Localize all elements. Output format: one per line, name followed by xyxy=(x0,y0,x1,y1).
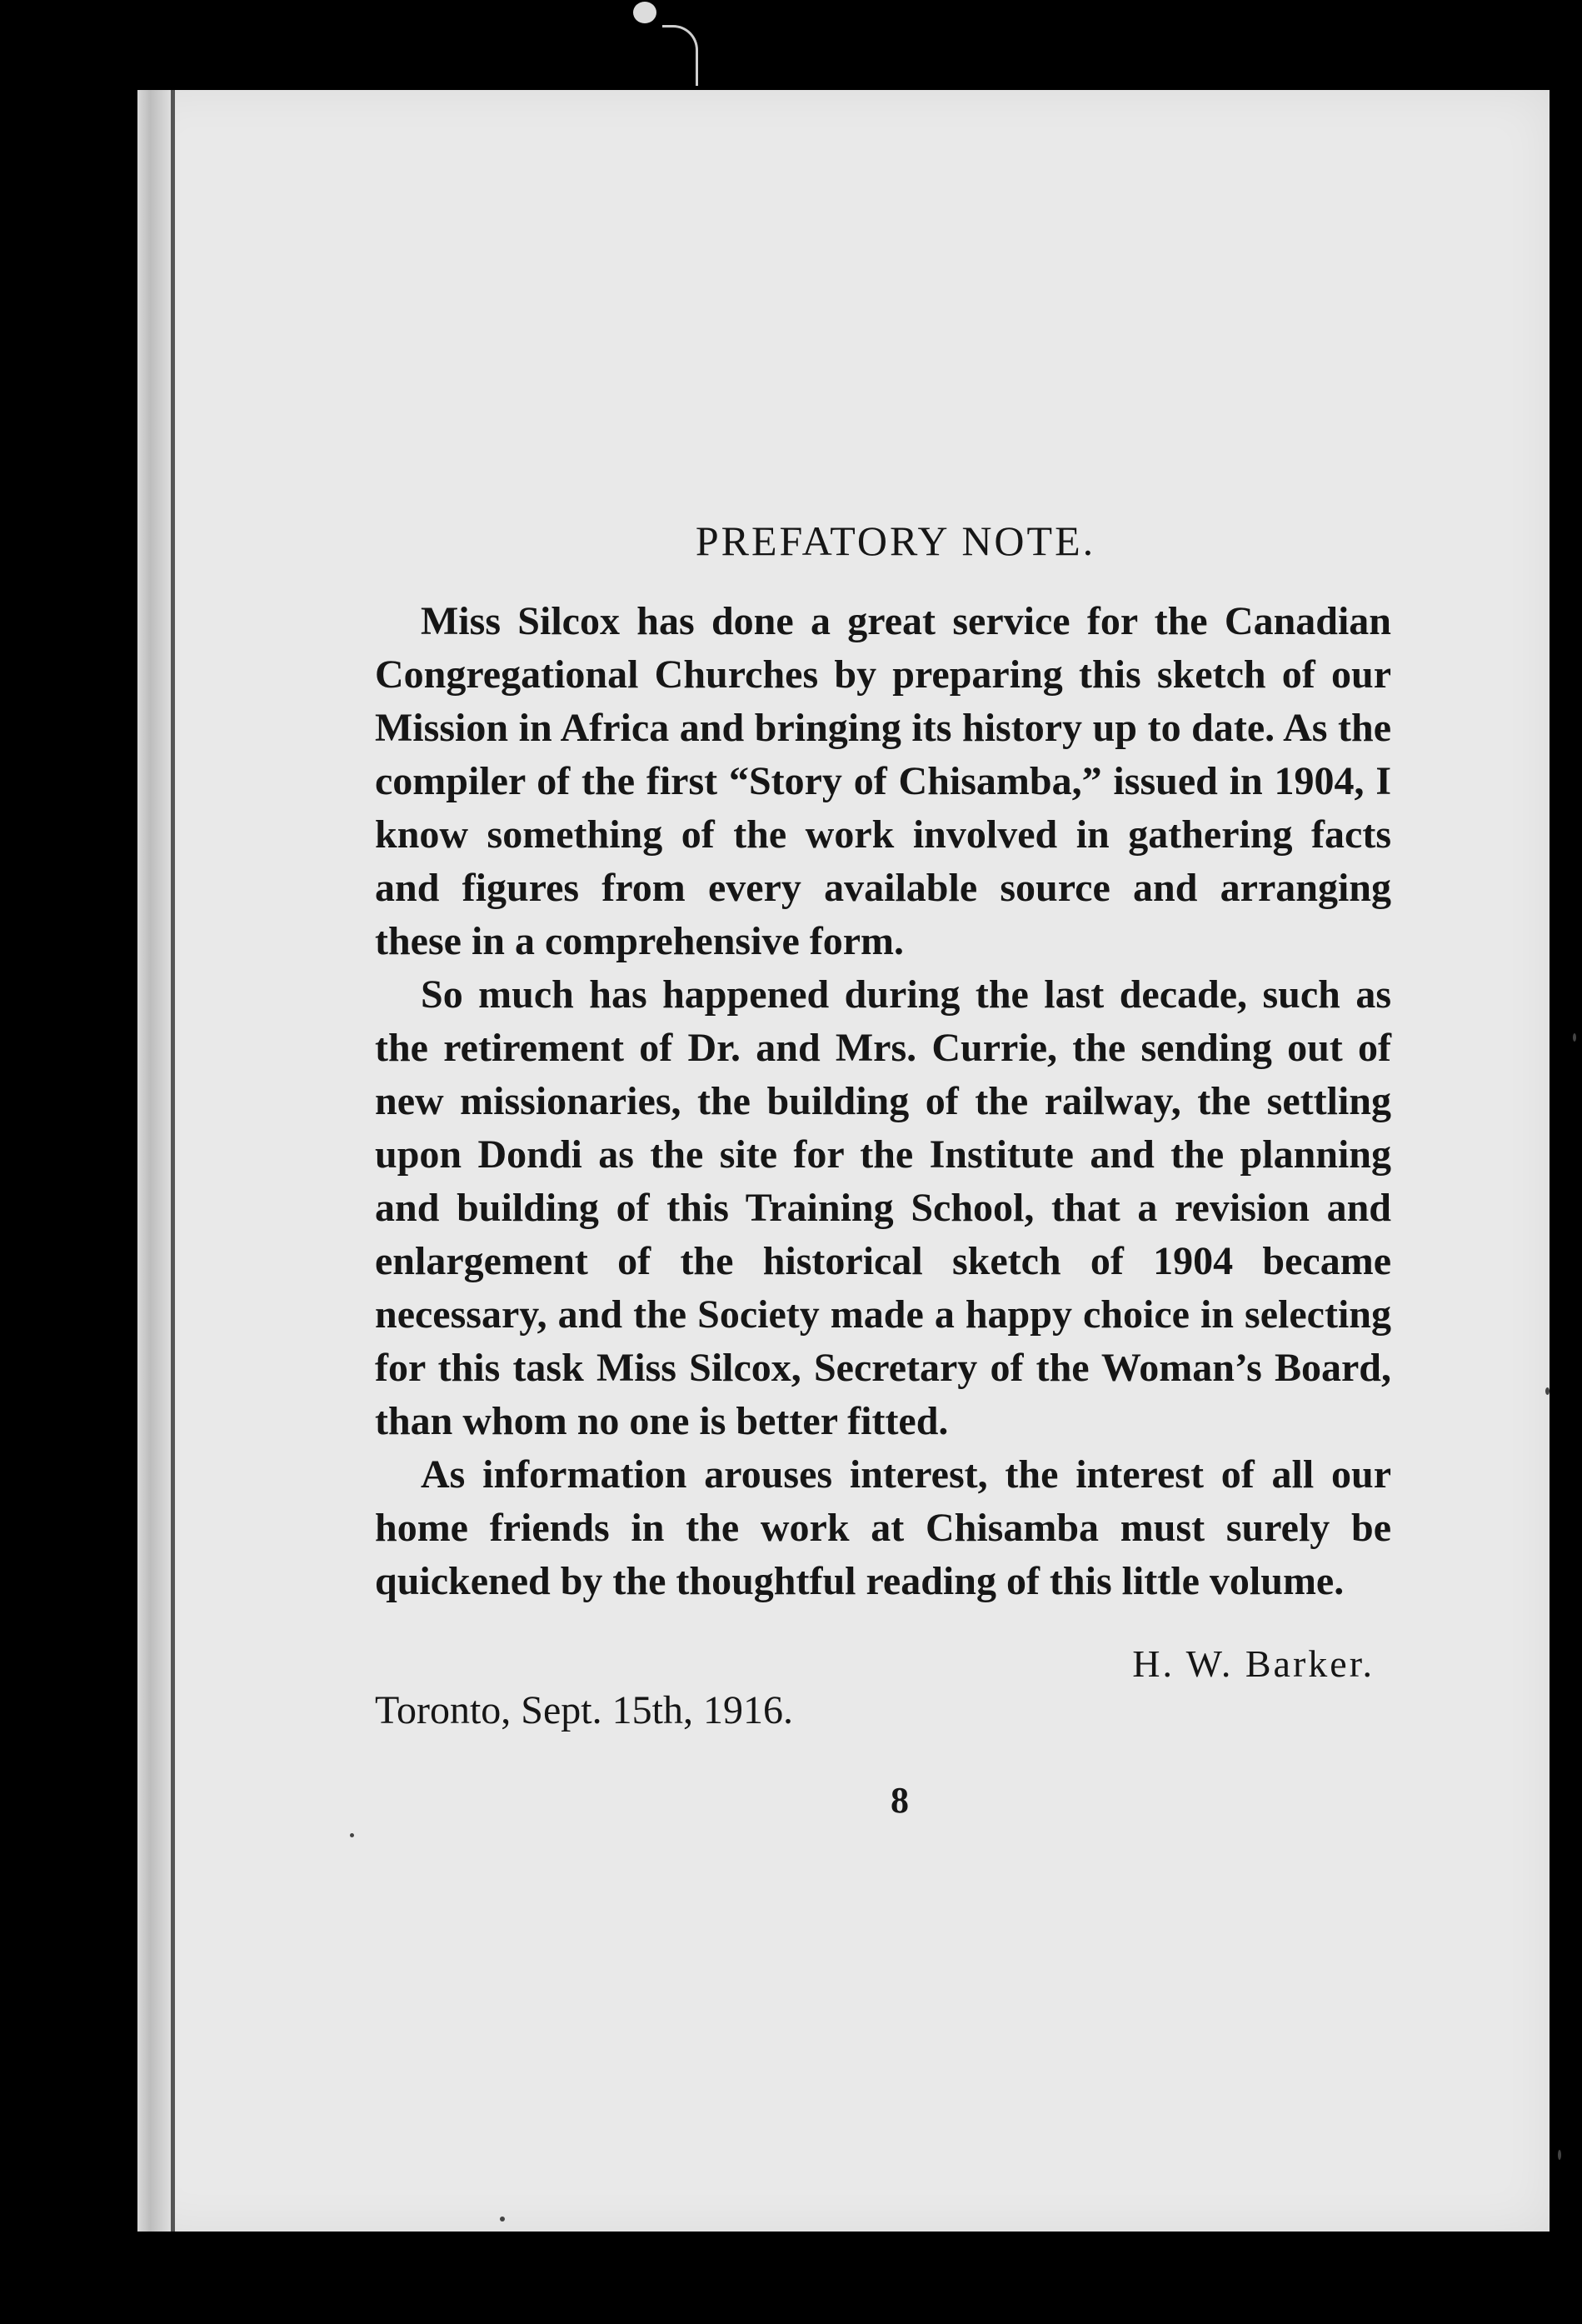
paragraph-2: So much has happened during the last decade, such as the retirement of Dr. and Mrs. Currie, the sending out of new missionaries, the building of the railway, the settling upon Dondi as the site for the Institute and the planning and building of this Training School, that a revision and enlargement of the historical sketch of 1904 became necessary, and the Society made a happy choice in selecting for this task Miss Silcox, Secretary of the Woman’s Board, than whom no one is better fitted. xyxy=(375,972,1391,1443)
dateline: Toronto, Sept. 15th, 1916. xyxy=(375,1688,793,1732)
staple-hole xyxy=(633,2,656,23)
right-shadow xyxy=(1550,0,1582,2324)
scan-speck xyxy=(500,2217,505,2222)
page-number: 8 xyxy=(891,1780,909,1821)
paragraph-1: Miss Silcox has done a great service for the Canadian Congregational Churches by preparing this sketch of our Mission in Africa and bringing its history up to date. As the compiler of the first “Story of Chisamba,” issued in 1904, I know something of the work involved in gathering facts and figures from every available source and arranging these in a comprehensive form. xyxy=(375,599,1391,963)
scan-speck xyxy=(350,1833,354,1837)
scan-speck xyxy=(1545,1387,1550,1395)
scan-speck xyxy=(1558,2150,1561,2160)
paragraph-3: As information arouses interest, the interest of all our home friends in the work at Chisamba must surely be quickened by the thoughtful reading of this little volume. xyxy=(375,1452,1391,1603)
thread-mark xyxy=(662,25,698,86)
page-heading: PREFATORY NOTE. xyxy=(695,517,1096,564)
page-text xyxy=(375,517,1391,1822)
binding-edge xyxy=(171,90,175,2232)
scan-speck xyxy=(1573,1033,1576,1042)
signature: H. W. Barker. xyxy=(1132,1642,1375,1685)
page-gutter xyxy=(137,90,174,2232)
